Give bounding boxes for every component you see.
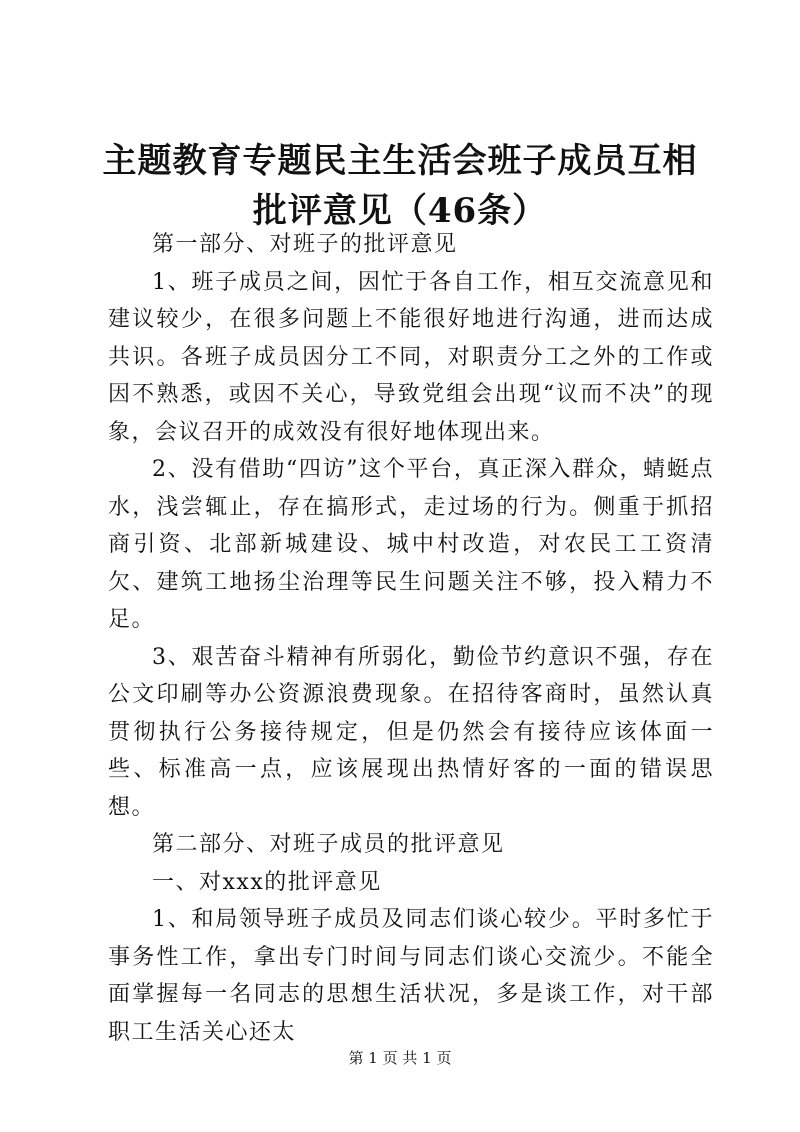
section-heading-part-one: 第一部分、对班子的批评意见 [152,232,458,257]
document-body [108,226,714,1051]
page-footer: 第 1 页 共 1 页 [348,1049,452,1067]
section-heading-part-two: 第二部分、对班子成员的批评意见 [152,832,505,857]
document-title: 主题教育专题民主生活会班子成员互相批评意见（46条） [102,141,698,231]
paragraph-item-4: 1、和局领导班子成员及同志们谈心较少。平时多忙于事务性工作，拿出专门时间与同志们谈心交流少。不能全面掌握每一名同志的思想生活状况，多是谈工作，对干部职工生活关心还太 [108,907,714,1045]
paragraph-item-2: 2、没有借助“四访”这个平台，真正深入群众，蜻蜓点水，浅尝辄止，存在搞形式，走过场的行为。侧重于抓招商引资、北部新城建设、城中村改造，对农民工工资清欠、建筑工地扬尘治理等民生问题关注不够，投入精力不足。 [108,457,714,632]
paragraph-item-1: 1、班子成员之间，因忙于各自工作，相互交流意见和建议较少，在很多问题上不能很好地进行沟通，进而达成共识。各班子成员因分工不同，对职责分工之外的工作或因不熟悉，或因不关心，导致党组会出现“议而不决”的现象，会议召开的成效没有很好地体现出来。 [108,269,714,445]
paragraph-item-3: 3、艰苦奋斗精神有所弱化，勤俭节约意识不强，存在公文印刷等办公资源浪费现象。在招待客商时，虽然认真贯彻执行公务接待规定，但是仍然会有接待应该体面一些、标准高一点，应该展现出热情好客的一面的错误思想。 [108,644,714,820]
subsection-heading: 一、对xxx的批评意见 [152,869,382,895]
